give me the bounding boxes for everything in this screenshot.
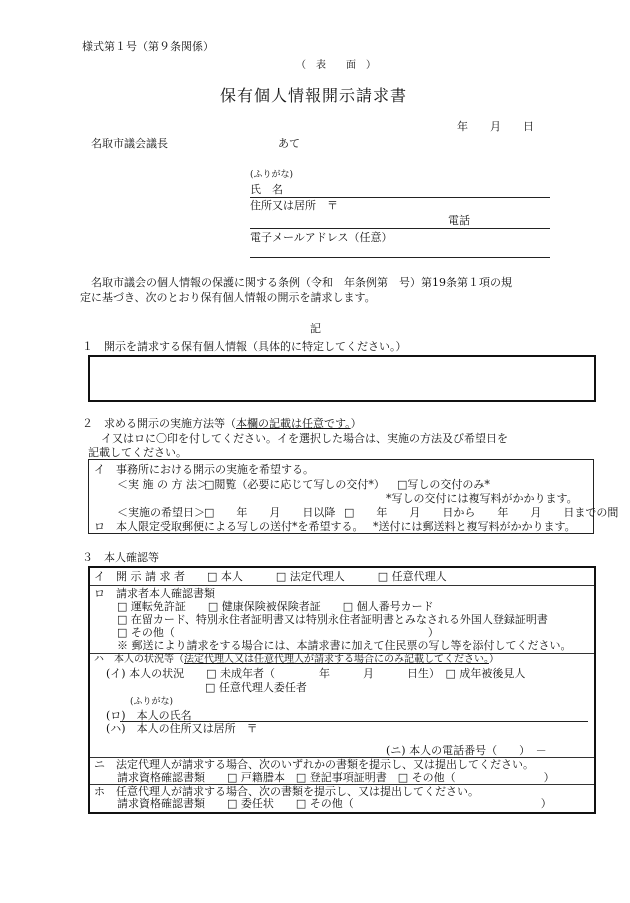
section1-title: １ 開示を請求する保有個人情報（具体的に特定してください。） [82, 340, 407, 353]
date-field[interactable]: 年 月 日 [457, 120, 534, 133]
section3-title: ３ 本人確認等 [82, 551, 159, 564]
id-docs-line-3[interactable]: □ その他（ ） [117, 626, 439, 639]
name-label: 氏 名 [250, 183, 283, 196]
id-docs-head: ロ 請求者本人確認書類 [94, 587, 215, 600]
section2-title: ２ 求める開示の実施方法等（本欄の記載は任意です。） [82, 417, 362, 430]
ro-note: *送付には郵送料と複写料がかかります。 [373, 520, 576, 533]
email-label: 電子メールアドレス（任意） [250, 231, 393, 244]
ki-label: 記 [310, 322, 321, 335]
principal-name-label: (ロ) 本人の氏名 [106, 709, 192, 722]
email-field[interactable] [250, 257, 550, 258]
page-title: 保有個人情報開示請求書 [220, 86, 408, 105]
addressee-suffix: あて [278, 137, 300, 150]
status-row-1b[interactable]: □ 任意代理人委任者 [205, 681, 307, 694]
principal-address-label: (ハ) 本人の住所又は居所 〒 [106, 722, 258, 735]
agent-line-1: ホ 任意代理人が請求する場合、次の書類を提示し、又は提出してください。 [94, 785, 479, 798]
intro-line-1: 名取市議会の個人情報の保護に関する条例（令和 年条例第 号）第19条第１項の規 [91, 276, 512, 289]
method-copy-option[interactable]: □写しの交付のみ* [397, 478, 490, 491]
addressee: 名取市議会議長 [91, 137, 168, 150]
status-row-1[interactable]: (イ) 本人の状況 □ 未成年者（ 年 月 日生） □ 成年被後見人 [106, 667, 526, 680]
agent-line-2[interactable]: 請求資格確認書類 □ 委任状 □ その他（ ） [117, 797, 552, 810]
id-docs-line-2[interactable]: □ 在留カード、特別永住者証明書又は特別永住者証明書とみなされる外国人登録証明書 [117, 613, 548, 626]
legal-rep-line-2[interactable]: 請求資格確認書類 □ 戸籍謄本 □ 登記事項証明書 □ その他（ ） [117, 771, 555, 784]
option-ro[interactable]: ロ 本人限定受取郵便による写しの送付*を希望する。 [94, 520, 364, 533]
method-label: ＜実 施 の 方 法＞ [117, 478, 208, 491]
section2-note-1: イ又はロに〇印を付してください。イを選択した場合は、実施の方法及び希望日を [101, 432, 508, 445]
id-docs-line-1[interactable]: □ 運転免許証 □ 健康保険被保険者証 □ 個人番号カード [117, 600, 434, 613]
name-field[interactable] [250, 197, 550, 198]
date-option-after[interactable]: □ 年 月 日以降 [204, 506, 336, 519]
address-label: 住所又は居所 〒 [250, 199, 338, 212]
side-label: （ 表 面 ） [296, 60, 376, 71]
option-i[interactable]: イ 事務所における開示の実施を希望する。 [94, 463, 314, 476]
method-note: *写しの交付には複写料がかかります。 [386, 492, 578, 505]
date-label: ＜実施の希望日＞ [117, 506, 205, 519]
divider [90, 585, 594, 586]
method-view-option[interactable]: □閲覧（必要に応じて写しの交付*） [204, 478, 385, 491]
form-number: 様式第１号（第９条関係） [82, 40, 214, 53]
requested-info-box[interactable] [88, 355, 596, 402]
address-field[interactable] [250, 228, 550, 229]
id-docs-note: ※ 郵送により請求をする場合には、本請求書に加えて住民票の写し等を添付してください。 [117, 639, 572, 652]
principal-furigana: (ふりがな) [130, 697, 174, 707]
date-option-range[interactable]: □ 年 月 日から 年 月 日までの間 [344, 506, 619, 519]
intro-line-2: 定に基づき、次のとおり保有個人情報の開示を請求します。 [80, 291, 376, 304]
legal-rep-line-1: ニ 法定代理人が請求する場合、次のいずれかの書類を提示し、又は提出してください。 [94, 758, 534, 771]
phone-label: 電話 [448, 214, 470, 227]
section2-note-2: 記載してください。 [88, 446, 187, 459]
status-head: ハ 本人の状況等（法定代理人又は任意代理人が請求する場合にのみ記載してください。） [94, 654, 499, 665]
principal-phone[interactable]: (ニ) 本人の電話番号（ ） － [386, 744, 547, 757]
furigana-label: (ふりがな) [250, 170, 294, 180]
requester-type-row[interactable]: イ 開 示 請 求 者 □ 本人 □ 法定代理人 □ 任意代理人 [94, 570, 447, 583]
